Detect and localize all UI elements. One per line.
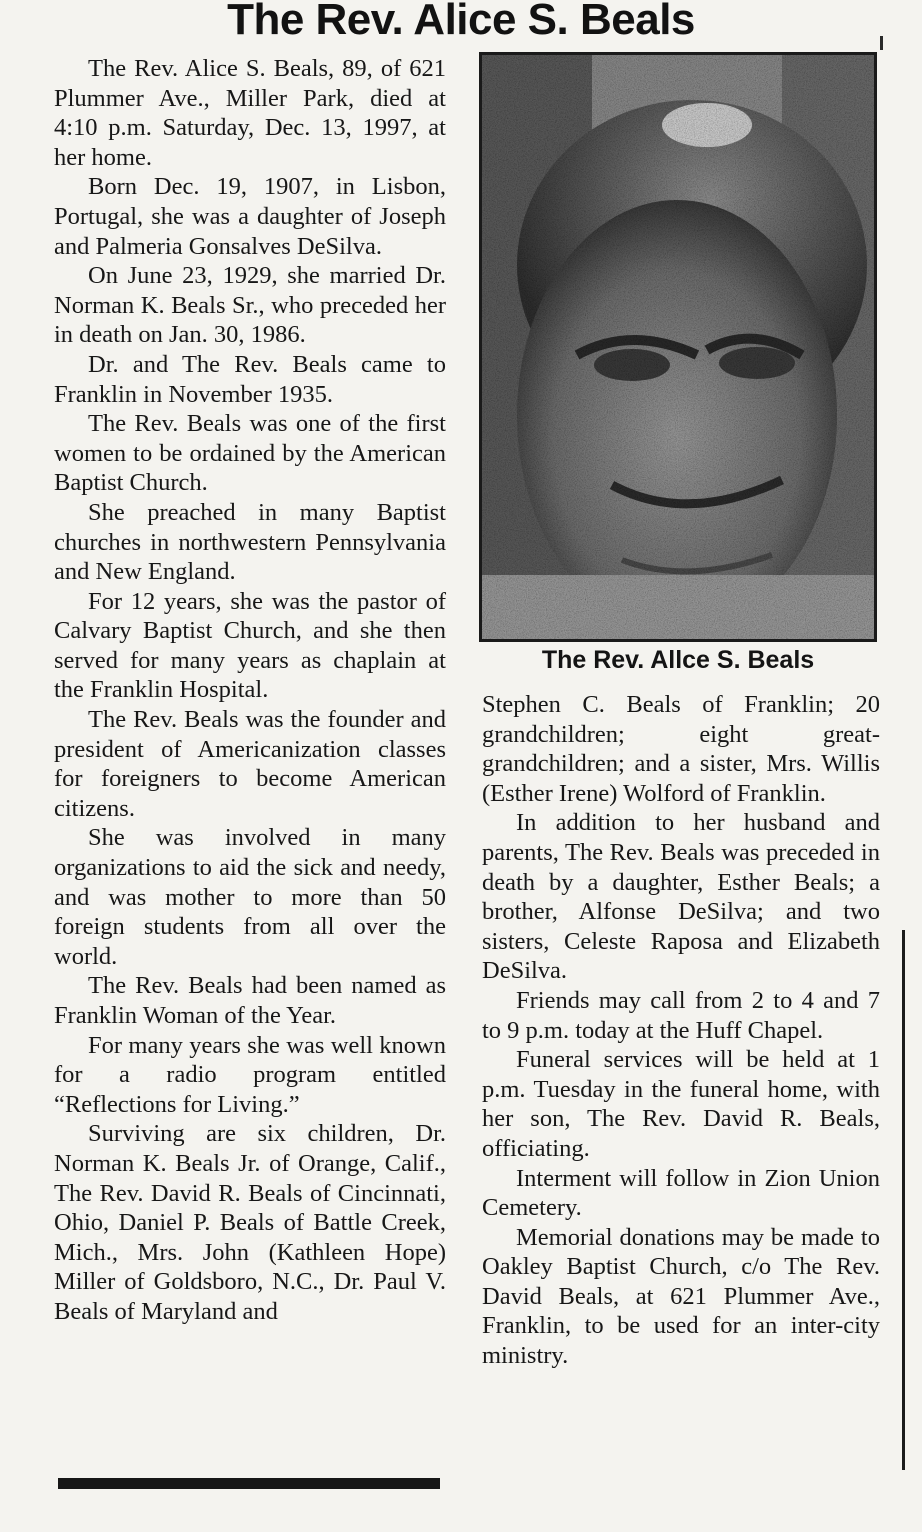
left-column	[54, 54, 446, 1327]
paragraph: Memorial donations may be made to Oakley Baptist Church, c/o The Rev. David Beals, at 621 Plummer Ave., Franklin, to be used for an inter-city ministry.	[482, 1223, 880, 1370]
column-rule-side	[902, 930, 905, 1470]
paragraph: She was involved in many organizations to aid the sick and needy, and was mother to more than 50 foreign students from all over the world.	[54, 824, 446, 970]
portrait-image	[482, 55, 874, 639]
paragraph: On June 23, 1929, she married Dr. Norman K. Beals Sr., who preceded her in death on Jan. 30, 1986.	[54, 262, 446, 349]
paragraph: Born Dec. 19, 1907, in Lisbon, Portugal, she was a daughter of Joseph and Palmeria Gonsalves DeSilva.	[54, 173, 446, 260]
right-column	[482, 690, 880, 1371]
paragraph: Stephen C. Beals of Franklin; 20 grandchildren; eight great-grandchildren; and a sister, Mrs. Willis (Esther Irene) Wolford of Franklin.	[482, 691, 880, 807]
column-rule-top	[880, 36, 883, 50]
bottom-rule	[58, 1478, 440, 1489]
paragraph: The Rev. Beals was the founder and president of Americanization classes for foreigners to become American citizens.	[54, 706, 446, 822]
paragraph: Dr. and The Rev. Beals came to Franklin in November 1935.	[54, 350, 446, 408]
paragraph: The Rev. Beals was one of the first women to be ordained by the American Baptist Church.	[54, 410, 446, 497]
headline: The Rev. Alice S. Beals	[227, 0, 695, 44]
paragraph: She preached in many Baptist churches in northwestern Pennsylvania and New England.	[54, 498, 446, 586]
paragraph: Funeral services will be held at 1 p.m. Tuesday in the funeral home, with her son, The Rev. David R. Beals, officiating.	[482, 1046, 880, 1162]
paragraph: In addition to her husband and parents, The Rev. Beals was preceded in death by a daughter, Esther Beals; a brother, Alfonse DeSilva; and two sisters, Celeste Raposa and Elizabeth DeSilva.	[482, 809, 880, 985]
paragraph: For many years she was well known for a radio program entitled “Reflections for Living.”	[54, 1031, 446, 1118]
paragraph: Interment will follow in Zion Union Cemetery.	[482, 1164, 880, 1222]
paragraph: The Rev. Alice S. Beals, 89, of 621 Plummer Ave., Miller Park, died at 4:10 p.m. Saturday, Dec. 13, 1997, at her home.	[54, 55, 446, 171]
paragraph: For 12 years, she was the pastor of Calvary Baptist Church, and she then served for many years as chaplain at the Franklin Hospital.	[54, 587, 446, 704]
paragraph: Surviving are six children, Dr. Norman K. Beals Jr. of Orange, Calif., The Rev. David R. Beals of Cincinnati, Ohio, Daniel P. Beals of Battle Creek, Mich., Mrs. John (Kathleen Hope) Miller of Goldsboro, N.C., Dr. Paul V. Beals of Maryland and	[54, 1120, 446, 1325]
paragraph: The Rev. Beals had been named as Franklin Woman of the Year.	[54, 972, 446, 1029]
portrait-photo	[479, 52, 877, 642]
photo-caption: The Rev. Allce S. Beals	[541, 646, 815, 674]
paragraph: Friends may call from 2 to 4 and 7 to 9 p.m. today at the Huff Chapel.	[482, 986, 880, 1044]
